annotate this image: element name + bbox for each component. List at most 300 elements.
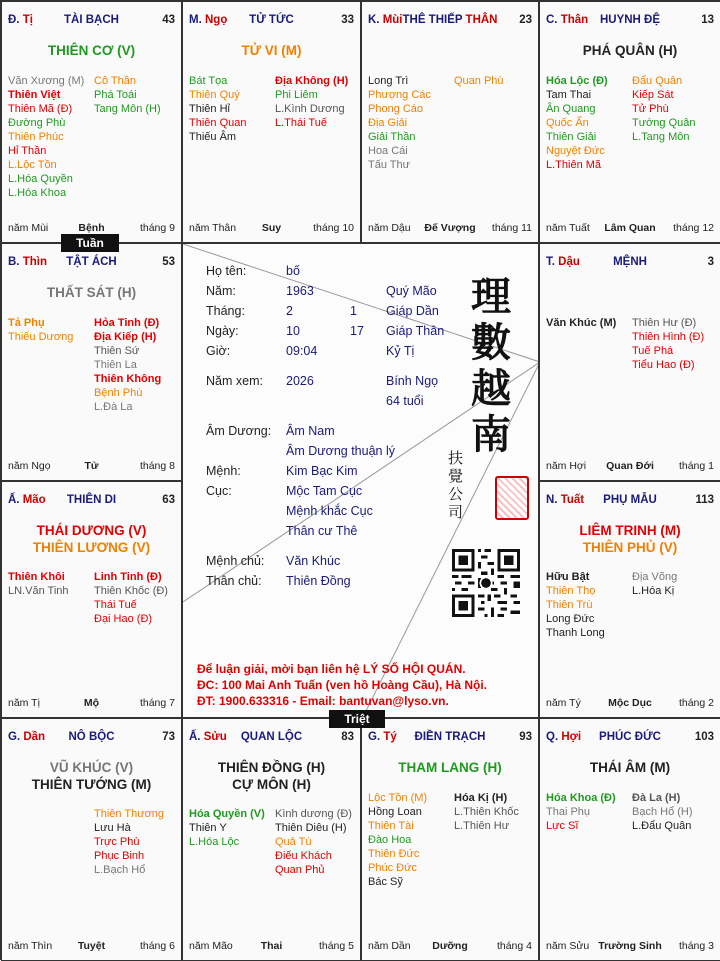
calligraphy-side-text xyxy=(448,449,468,521)
palace-header xyxy=(546,494,714,510)
main-star: THIÊN ĐỒNG (H) xyxy=(217,760,326,775)
minor-star: Hỏa Tinh (Đ) xyxy=(94,317,160,329)
palace-age-number: 33 xyxy=(341,14,354,26)
footer-stage: Lâm Quan xyxy=(604,222,656,234)
minor-star: Long Đức xyxy=(546,613,595,625)
footer-stage: Đế Vượng xyxy=(424,222,476,234)
minor-star: Nguyệt Đức xyxy=(546,145,605,157)
minor-stars-right xyxy=(94,74,180,116)
age-value: 64 tuổi xyxy=(386,394,424,408)
footer-year: năm Tý xyxy=(546,697,581,709)
palace-age-number: 43 xyxy=(162,14,175,26)
palace-name xyxy=(368,731,532,743)
palace-stem: G. xyxy=(8,731,21,743)
minor-star: Thiên Phúc xyxy=(8,131,64,143)
footer-month: tháng 5 xyxy=(318,940,354,952)
palace-name xyxy=(8,494,175,506)
palace-thin[interactable] xyxy=(1,243,182,481)
minor-stars-right xyxy=(94,316,180,414)
footer-year: năm Mùi xyxy=(8,222,49,234)
footer-stage: Mộ xyxy=(83,697,100,709)
minor-star: Thiên Giải xyxy=(546,131,597,143)
footer-year: năm Dần xyxy=(368,940,411,952)
minor-star: Thiên Không xyxy=(94,373,162,385)
main-stars xyxy=(362,759,538,776)
minor-star: Hóa Quyền (V) xyxy=(189,808,265,820)
palace-branch: Ngọ xyxy=(204,14,228,26)
palace-branch: Mùi xyxy=(382,14,403,26)
main-stars xyxy=(540,42,720,59)
palace-name xyxy=(189,14,354,26)
minor-stars-left xyxy=(8,316,94,344)
minor-star: Địa Không (H) xyxy=(275,75,349,87)
palace-name xyxy=(189,731,354,743)
palace-footer xyxy=(8,697,175,711)
minor-star: Thái Tuế xyxy=(94,599,137,611)
minor-star: Kiếp Sát xyxy=(632,89,674,101)
menh-chu-label: Mệnh chủ: xyxy=(206,554,265,568)
minor-stars-right xyxy=(632,74,718,144)
minor-star: Tam Thai xyxy=(546,89,592,101)
minor-stars-right xyxy=(632,570,718,598)
palace-branch: Tuất xyxy=(560,494,585,506)
palace-name xyxy=(368,14,532,26)
footer-year: năm Hợi xyxy=(546,460,587,472)
minor-stars-right xyxy=(275,807,361,877)
palace-age-number: 13 xyxy=(701,14,714,26)
minor-star: Lực Sĩ xyxy=(546,820,579,832)
minor-star: L.Lộc Tồn xyxy=(8,159,57,171)
palace-footer xyxy=(546,460,714,474)
palace-branch: Thìn xyxy=(22,256,47,268)
minor-star: Điếu Khách xyxy=(275,850,332,862)
minor-stars-left xyxy=(8,570,94,598)
main-stars xyxy=(2,284,181,301)
footer-month: tháng 2 xyxy=(678,697,714,709)
minor-star: L.Thái Tuế xyxy=(275,117,327,129)
palace-hoi[interactable] xyxy=(539,718,720,961)
menh-chu-value: Văn Khúc xyxy=(286,554,341,568)
palace-name-text: THIÊN DI xyxy=(66,494,117,506)
minor-star: Lộc Tồn (M) xyxy=(368,792,428,804)
palace-stem: M. xyxy=(189,14,202,26)
minor-star: Thiên Sứ xyxy=(94,345,140,357)
minor-star: Thiên Thọ xyxy=(546,585,596,597)
center-info-panel xyxy=(182,243,539,718)
minor-stars-right xyxy=(94,570,180,626)
minor-star: Phá Toái xyxy=(94,89,137,101)
main-stars xyxy=(540,522,720,556)
palace-name xyxy=(546,256,714,268)
minor-stars-right xyxy=(632,791,718,833)
palace-name-text: ĐIỀN TRẠCH xyxy=(414,731,486,743)
footer-stage: Mộc Dục xyxy=(608,697,652,709)
main-star: THIÊN LƯƠNG (V) xyxy=(32,540,151,555)
palace-ty[interactable] xyxy=(361,718,539,961)
minor-star: Thiên Mã (Đ) xyxy=(8,103,73,115)
minor-stars-right xyxy=(454,74,539,88)
day-solar: 17 xyxy=(350,324,364,338)
minor-star: Thiên Tài xyxy=(368,820,414,832)
contact-line-intro: Để luận giải, mời bạn liên hệ LÝ SỐ HỘI QUÁN. xyxy=(197,662,466,676)
footer-month: tháng 6 xyxy=(139,940,175,952)
palace-header xyxy=(8,14,175,30)
minor-star: Hồng Loan xyxy=(368,806,422,818)
minor-stars-left xyxy=(189,74,275,144)
cuc-label: Cục: xyxy=(206,484,232,498)
month-label: Tháng: xyxy=(206,304,245,318)
calligraphy-side-char: 覺 xyxy=(448,467,464,485)
footer-month: tháng 9 xyxy=(139,222,175,234)
palace-branch: Tị xyxy=(22,14,33,26)
month-lunar: 2 xyxy=(286,304,293,318)
minor-star: Hóa Kị (H) xyxy=(454,792,508,804)
name-value: bố xyxy=(286,264,300,278)
year-value: 1963 xyxy=(286,284,314,298)
than-chu-label: Thân chủ: xyxy=(206,574,262,588)
palace-age-number: 63 xyxy=(162,494,175,506)
palace-stem: B. xyxy=(8,256,20,268)
minor-star: Văn Xương (M) xyxy=(8,75,85,87)
minor-star: Hữu Bật xyxy=(546,571,590,583)
minor-star: Bạch Hổ (H) xyxy=(632,806,693,818)
than-marker: THÂN xyxy=(465,14,498,26)
minor-star: Tướng Quân xyxy=(632,117,696,129)
cuc-value: Mộc Tam Cục xyxy=(286,484,363,498)
day-canchi: Giáp Thân xyxy=(386,324,445,338)
palace-stem: G. xyxy=(368,731,381,743)
palace-name-text: PHÚC ĐỨC xyxy=(599,731,661,743)
palace-name-text: NÔ BỘC xyxy=(68,731,115,743)
main-stars xyxy=(2,759,181,793)
red-seal-stamp xyxy=(495,476,529,520)
footer-year: năm Mão xyxy=(189,940,233,952)
minor-star: Thai Phụ xyxy=(546,806,591,818)
palace-mui[interactable] xyxy=(361,1,539,243)
minor-star: Thiên Trù xyxy=(546,599,593,611)
palace-stem: N. xyxy=(546,494,558,506)
minor-star: Long Trì xyxy=(368,75,409,87)
palace-age-number: 83 xyxy=(341,731,354,743)
minor-star: Lưu Hà xyxy=(94,822,131,834)
main-star: THIÊN TƯỚNG (M) xyxy=(31,777,152,792)
palace-header xyxy=(189,731,354,747)
palace-tuat[interactable] xyxy=(539,481,720,718)
minor-stars-left xyxy=(368,74,454,172)
am-duong-label: Âm Dương: xyxy=(206,424,272,438)
minor-star: L.Bạch Hổ xyxy=(94,864,146,876)
view-year-label: Năm xem: xyxy=(206,374,263,388)
minor-star: Đào Hoa xyxy=(368,834,412,846)
main-stars xyxy=(2,42,181,59)
palace-name xyxy=(546,14,714,26)
palace-header xyxy=(8,731,175,747)
footer-stage: Dưỡng xyxy=(432,940,468,952)
view-year-canchi: Bính Ngọ xyxy=(386,374,439,388)
minor-star: L.Kình Dương xyxy=(275,103,345,115)
minor-star: Thiên Thương xyxy=(94,808,165,820)
minor-stars-left xyxy=(546,316,632,330)
palace-age-number: 73 xyxy=(162,731,175,743)
palace-footer xyxy=(8,460,175,474)
contact-line-phone-email[interactable]: ĐT: 1900.633316 - Email: bantuvan@lyso.vn. xyxy=(197,694,449,708)
footer-month: tháng 11 xyxy=(491,222,532,234)
minor-star: Quan Phủ xyxy=(275,864,325,876)
minor-star: Thiên Đức xyxy=(368,848,420,860)
minor-star: Phượng Các xyxy=(368,89,431,101)
palace-branch: Hợi xyxy=(561,731,582,743)
minor-star: Tuế Phá xyxy=(632,345,674,357)
minor-star: Đường Phù xyxy=(8,117,66,129)
year-canchi: Quý Mão xyxy=(386,284,437,298)
main-star: CỰ MÔN (H) xyxy=(232,777,311,792)
minor-star: L.Thiên Hư xyxy=(454,820,510,832)
minor-star: Tiểu Hao (Đ) xyxy=(632,359,695,371)
palace-ti[interactable] xyxy=(1,1,182,243)
minor-star: Đại Hao (Đ) xyxy=(94,613,153,625)
tuan-banner: Tuần xyxy=(61,234,119,252)
calligraphy-logo xyxy=(471,274,521,458)
main-stars xyxy=(183,759,360,793)
palace-footer xyxy=(546,222,714,236)
minor-star: Thiên Khôi xyxy=(8,571,65,583)
footer-year: năm Dậu xyxy=(368,222,411,234)
palace-stem: Ấ. xyxy=(8,494,20,506)
minor-star: Linh Tinh (Đ) xyxy=(94,571,162,583)
palace-footer xyxy=(189,222,354,236)
footer-month: tháng 12 xyxy=(673,222,714,234)
palace-footer xyxy=(368,940,532,954)
palace-branch: Dậu xyxy=(558,256,580,268)
contact-line-address: ĐC: 100 Mai Anh Tuấn (ven hồ Hoàng Cầu), Hà Nội. xyxy=(197,678,488,692)
minor-star: Thanh Long xyxy=(546,627,605,639)
minor-star: Thiên Hư (Đ) xyxy=(632,317,697,329)
minor-star: Giải Thần xyxy=(368,131,416,143)
minor-stars-left xyxy=(546,74,632,172)
minor-star: Ân Quang xyxy=(546,103,596,115)
footer-month: tháng 7 xyxy=(139,697,175,709)
than-chu-value: Thiên Đồng xyxy=(286,574,351,588)
minor-star: Thiên Quý xyxy=(189,89,240,101)
minor-star: L.Hóa Khoa xyxy=(8,187,67,199)
minor-star: Địa Võng xyxy=(632,571,678,583)
minor-stars-right xyxy=(632,316,718,372)
minor-star: Quan Phù xyxy=(454,75,504,87)
minor-star: L.Hóa Lộc xyxy=(189,836,240,848)
palace-dau[interactable] xyxy=(539,243,720,481)
hour-canchi: Kỷ Tị xyxy=(386,344,415,358)
palace-header xyxy=(546,14,714,30)
minor-star: Hỉ Thần xyxy=(8,145,47,157)
minor-star: Thiếu Dương xyxy=(8,331,74,343)
palace-footer xyxy=(189,940,354,954)
footer-stage: Trường Sinh xyxy=(598,940,662,952)
palace-branch: Thân xyxy=(560,14,589,26)
footer-stage: Bệnh xyxy=(78,222,105,234)
cuc-relation: Mệnh khắc Cục xyxy=(286,504,373,518)
palace-name-text: QUAN LỘC xyxy=(240,731,303,743)
minor-star: L.Hóa Kị xyxy=(632,585,675,597)
minor-stars-right xyxy=(275,74,361,130)
minor-star: L.Tang Môn xyxy=(632,131,690,143)
palace-header xyxy=(189,14,354,30)
palace-name-text: HUYNH ĐỆ xyxy=(599,14,661,26)
qr-code[interactable] xyxy=(452,549,520,617)
than-position: Thân cư Thê xyxy=(286,524,358,538)
footer-month: tháng 4 xyxy=(496,940,532,952)
palace-name-text: PHỤ MẪU xyxy=(603,494,657,506)
minor-star: Kình dương (Đ) xyxy=(275,808,352,820)
minor-star: Hóa Khoa (Đ) xyxy=(546,792,616,804)
palace-dan[interactable] xyxy=(1,718,182,961)
month-canchi: Giáp Dần xyxy=(386,304,439,318)
footer-month: tháng 1 xyxy=(678,460,714,472)
am-duong-relation: Âm Dương thuận lý xyxy=(286,444,395,458)
palace-age-number: 23 xyxy=(519,14,532,26)
palace-branch: Tý xyxy=(383,731,397,743)
calligraphy-char: 理 xyxy=(471,273,511,320)
footer-stage: Tử xyxy=(84,460,99,472)
palace-stem: Q. xyxy=(546,731,559,743)
palace-name-text: TỬ TỨC xyxy=(249,14,294,26)
palace-footer xyxy=(368,222,532,236)
main-star: THÁI DƯƠNG (V) xyxy=(36,523,147,538)
minor-star: Bát Tọa xyxy=(189,75,228,87)
main-stars xyxy=(540,759,720,776)
minor-star: L.Đà La xyxy=(94,401,133,413)
palace-branch: Dần xyxy=(23,731,46,743)
main-star: VŨ KHÚC (V) xyxy=(49,760,134,775)
palace-age-number: 113 xyxy=(695,494,714,506)
palace-header xyxy=(368,14,532,30)
year-label: Năm: xyxy=(206,284,236,298)
hour-label: Giờ: xyxy=(206,344,231,358)
minor-star: Thiên Khốc (Đ) xyxy=(94,585,168,597)
calligraphy-side-char: 公 xyxy=(448,485,464,503)
main-star: PHÁ QUÂN (H) xyxy=(582,43,678,58)
palace-name xyxy=(8,14,175,26)
month-solar: 1 xyxy=(350,304,357,318)
minor-star: Quốc Ấn xyxy=(546,117,589,129)
palace-branch: Mão xyxy=(22,494,46,506)
palace-header xyxy=(368,731,532,747)
palace-header xyxy=(8,494,175,510)
palace-stem: Ấ. xyxy=(189,731,201,743)
minor-stars-right xyxy=(94,807,180,877)
main-star: THAM LANG (H) xyxy=(398,760,502,775)
calligraphy-side-char: 扶 xyxy=(448,449,464,467)
palace-name xyxy=(8,731,175,743)
footer-year: năm Tuất xyxy=(546,222,590,234)
palace-branch: Sửu xyxy=(203,731,227,743)
footer-year: năm Thân xyxy=(189,222,237,234)
calligraphy-char: 數 xyxy=(471,319,511,366)
palace-footer xyxy=(8,940,175,954)
minor-star: Thiên Diêu (H) xyxy=(275,822,347,834)
palace-header xyxy=(546,256,714,272)
main-star: TỬ VI (M) xyxy=(241,43,302,58)
palace-than[interactable] xyxy=(539,1,720,243)
minor-star: Thiên Việt xyxy=(8,89,61,101)
calligraphy-char: 南 xyxy=(471,411,511,458)
main-star: THIÊN CƠ (V) xyxy=(47,43,136,58)
footer-month: tháng 3 xyxy=(678,940,714,952)
footer-stage: Thai xyxy=(260,940,283,952)
main-star: THIÊN PHỦ (V) xyxy=(582,540,678,555)
palace-mao[interactable] xyxy=(1,481,182,718)
minor-star: Tử Phù xyxy=(632,103,669,115)
minor-stars-left xyxy=(189,807,275,849)
main-star: THÁI ÂM (M) xyxy=(589,760,671,775)
palace-age-number: 3 xyxy=(707,256,714,268)
minor-star: Bác Sỹ xyxy=(368,876,403,888)
palace-suu[interactable] xyxy=(182,718,361,961)
main-star: LIÊM TRINH (M) xyxy=(579,523,681,538)
minor-star: Thiên Quan xyxy=(189,117,247,129)
name-label: Họ tên: xyxy=(206,264,247,278)
palace-header xyxy=(546,731,714,747)
minor-star: Tấu Thư xyxy=(368,159,411,171)
minor-star: Hoa Cái xyxy=(368,145,408,157)
main-stars xyxy=(2,522,181,556)
menh-value: Kim Bạc Kim xyxy=(286,464,358,478)
minor-star: Thiên Y xyxy=(189,822,227,834)
footer-stage: Quan Đới xyxy=(606,460,654,472)
minor-star: L.Thiên Mã xyxy=(546,159,602,171)
minor-stars-left xyxy=(546,791,632,833)
minor-star: Tả Phụ xyxy=(8,317,45,329)
triet-banner: Triệt xyxy=(329,710,385,728)
calligraphy-side-char: 司 xyxy=(448,503,464,521)
minor-star: Phúc Đức xyxy=(368,862,417,874)
minor-star: Đà La (H) xyxy=(632,792,681,804)
footer-year: năm Thìn xyxy=(8,940,53,952)
minor-stars-left xyxy=(368,791,454,889)
palace-footer xyxy=(546,697,714,711)
palace-ngo[interactable] xyxy=(182,1,361,243)
minor-star: Quả Tú xyxy=(275,836,312,848)
footer-year: năm Tị xyxy=(8,697,40,709)
palace-name-text: TÀI BẠCH xyxy=(64,14,119,26)
main-stars xyxy=(183,42,360,59)
palace-name-text: TẬT ÁCH xyxy=(66,256,117,268)
day-lunar: 10 xyxy=(286,324,300,338)
minor-star: Thiên Hình (Đ) xyxy=(632,331,705,343)
minor-star: Trực Phù xyxy=(94,836,140,848)
palace-age-number: 53 xyxy=(162,256,175,268)
minor-stars-right xyxy=(454,791,539,833)
view-year-value: 2026 xyxy=(286,374,314,388)
palace-stem: T. xyxy=(546,256,555,268)
main-star: THẤT SÁT (H) xyxy=(46,285,137,300)
minor-star: Thiếu Âm xyxy=(189,131,237,143)
palace-age-number: 103 xyxy=(694,731,714,743)
day-label: Ngày: xyxy=(206,324,239,338)
minor-star: Địa Kiếp (H) xyxy=(94,331,157,343)
palace-name xyxy=(546,731,714,743)
palace-name-text: MỆNH xyxy=(613,256,647,268)
minor-star: Cô Thần xyxy=(94,75,136,87)
footer-stage: Suy xyxy=(261,222,282,234)
palace-stem: Đ. xyxy=(8,14,20,26)
minor-star: Văn Khúc (M) xyxy=(546,317,617,329)
minor-star: Thiên Hỉ xyxy=(189,103,230,115)
palace-age-number: 93 xyxy=(519,731,532,743)
minor-stars-left xyxy=(8,74,94,200)
minor-star: Tang Môn (H) xyxy=(94,103,161,115)
minor-star: Phi Liêm xyxy=(275,89,318,101)
palace-stem: C. xyxy=(546,14,558,26)
